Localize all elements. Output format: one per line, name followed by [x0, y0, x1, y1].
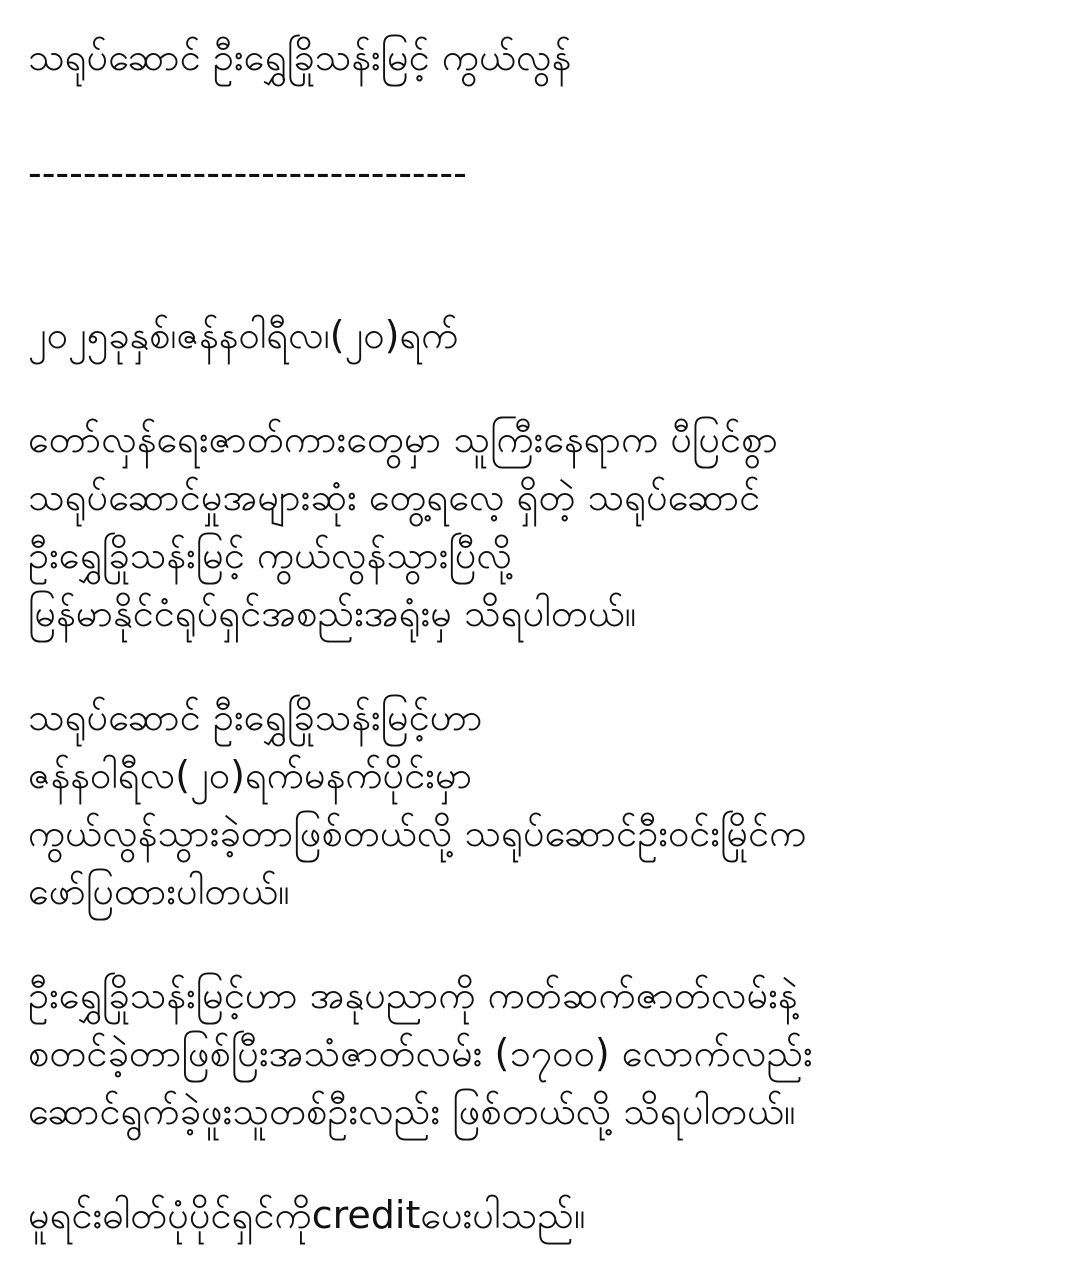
credit-note: မူရင်းဓါတ်ပုံပိုင်ရှင်ကိုcreditပေးပါသည်။ — [28, 1193, 586, 1237]
paragraph-2 — [28, 688, 1058, 920]
divider-line: -------------------------------- — [28, 151, 467, 195]
spacer — [28, 642, 1058, 688]
paragraph-line: သရုပ်ဆောင် ဦးရွှေခြိုသန်းမြင့်ဟာ — [28, 695, 483, 739]
paragraph-1 — [28, 410, 1058, 642]
post-title: သရုပ်ဆောင် ဦးရွှေခြိုသန်းမြင့် ကွယ်လွန် — [28, 35, 572, 79]
paragraph-line: တော်လှန်ရေးဇာတ်ကားတွေမှာ သူကြီးနေရာက ပီပြင်စွာ — [28, 417, 779, 461]
paragraph-line: စတင်ခဲ့တာဖြစ်ပြီးအသံဇာတ်လမ်း (၁၇၀၀) လောက်လည်း — [28, 1031, 813, 1075]
paragraph-line: ဦးရွှေခြိုသန်းမြင့် ကွယ်လွန်သွားပြီလို့ — [28, 533, 513, 577]
paragraph-line: ကွယ်လွန်သွားခဲ့တာဖြစ်တယ်လို့ သရုပ်ဆောင်ဦးဝင်းမြိုင်က — [28, 811, 807, 855]
spacer — [28, 260, 1058, 306]
spacer — [28, 86, 1058, 144]
post-date: ၂၀၂၅ခုနှစ်၊ဇန်နဝါရီလ၊(၂၀)ရက် — [28, 313, 459, 357]
paragraph-3 — [28, 966, 1058, 1140]
paragraph-line: သရုပ်ဆောင်မှုအများဆုံး တွေ့ရလေ့ ရှိတဲ့ သရုပ်ဆောင် — [28, 475, 761, 519]
paragraph-line: ဖော်ပြထားပါတယ်။ — [28, 869, 290, 913]
spacer — [28, 920, 1058, 966]
spacer — [28, 202, 1058, 260]
post-body — [28, 28, 1058, 1244]
paragraph-line: ဦးရွှေခြိုသန်းမြင့်ဟာ အနုပညာကို ကတ်ဆက်ဇာတ်လမ်းနဲ့ — [28, 973, 798, 1017]
paragraph-line: ဇန်နဝါရီလ(၂၀)ရက်မနက်ပိုင်းမှာ — [28, 753, 473, 797]
paragraph-line: မြန်မာနိုင်ငံရုပ်ရှင်အစည်းအရုံးမှ သိရပါတယ်။ — [28, 591, 637, 635]
spacer — [28, 364, 1058, 410]
spacer — [28, 1140, 1058, 1186]
paragraph-line: ဆောင်ရွက်ခဲ့ဖူးသူတစ်ဦးလည်း ဖြစ်တယ်လို့ သိရပါတယ်။ — [28, 1089, 796, 1133]
